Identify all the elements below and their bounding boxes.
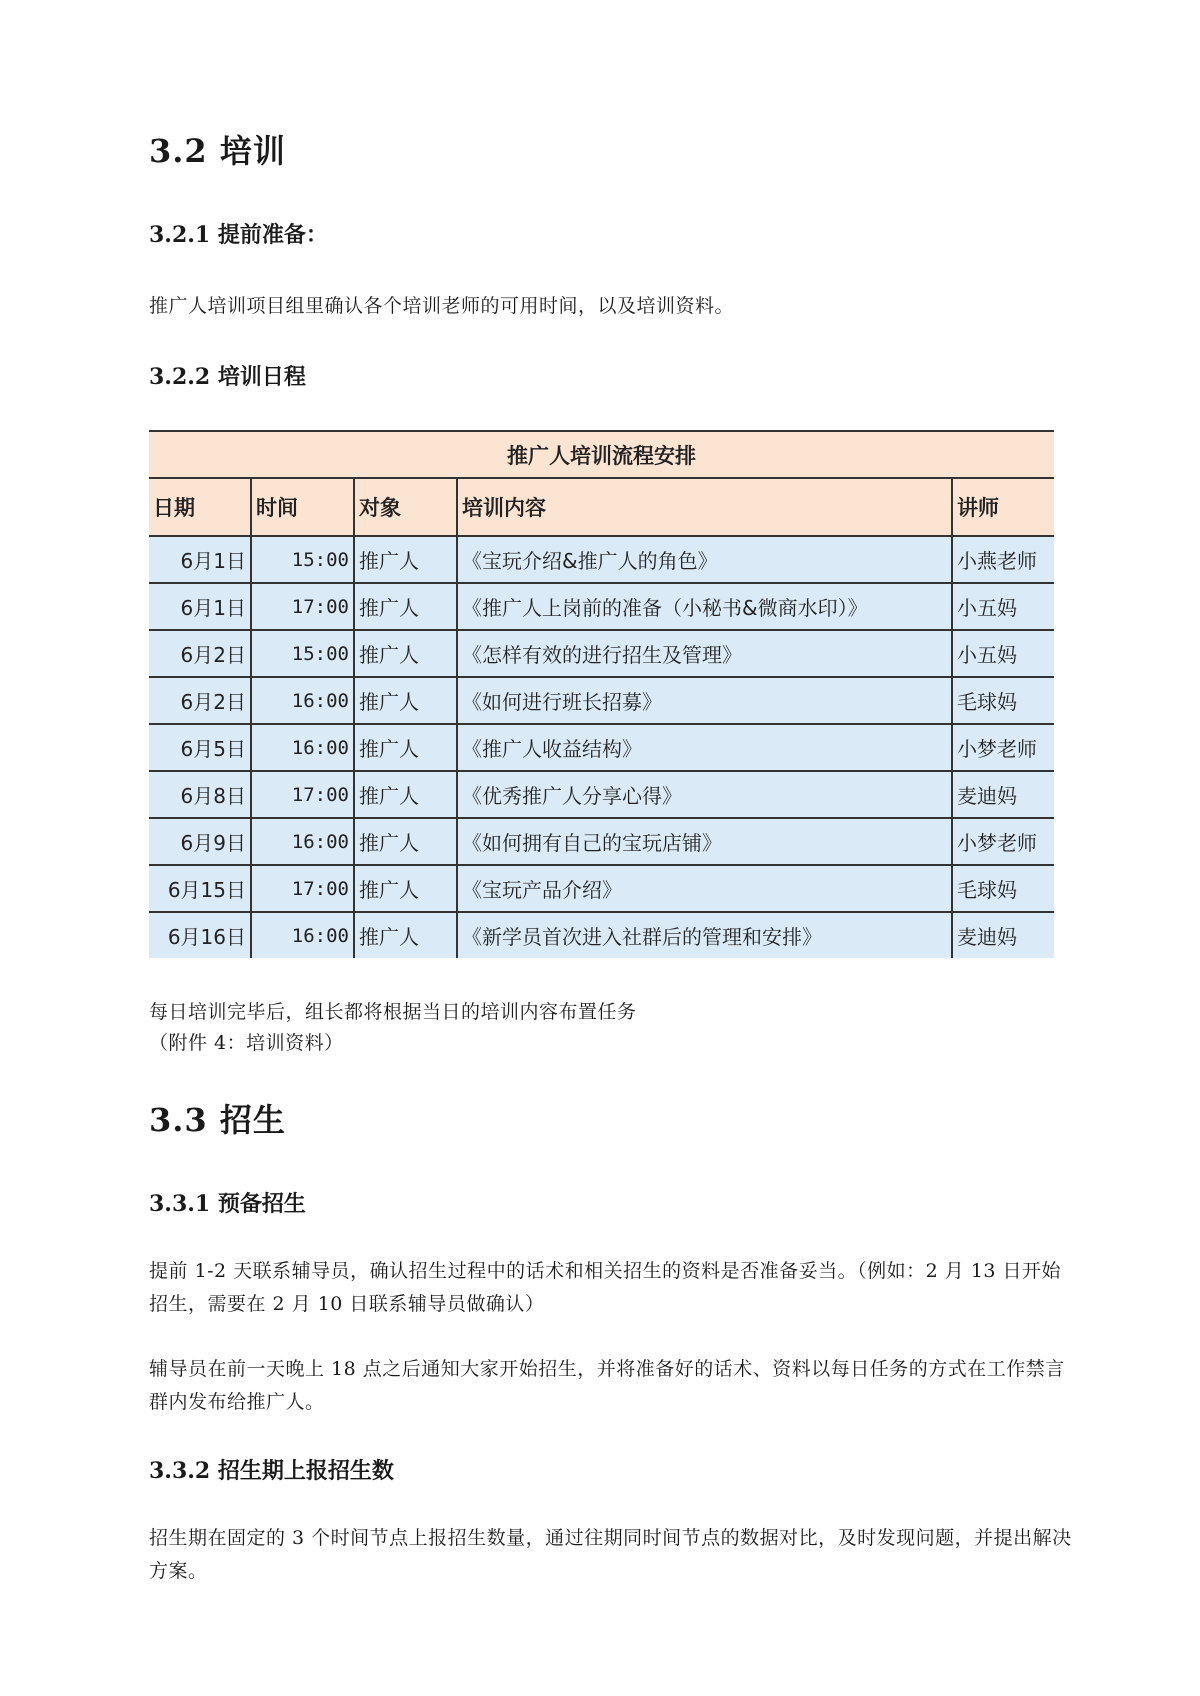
cell-audience: 推广人 [354, 536, 457, 583]
table-header-row [149, 478, 1054, 536]
cell-date: 6月15日 [149, 865, 251, 912]
cell-content: 《推广人上岗前的准备（小秘书&微商水印）》 [457, 583, 952, 630]
cell-content: 《怎样有效的进行招生及管理》 [457, 630, 952, 677]
cell-audience: 推广人 [354, 912, 457, 958]
header-audience: 对象 [354, 478, 457, 536]
section-3-3-1-title: 3.3.1 预备招生 [149, 1191, 306, 1217]
cell-lecturer: 小五妈 [952, 583, 1054, 630]
cell-lecturer: 毛球妈 [952, 865, 1054, 912]
cell-lecturer: 麦迪妈 [952, 912, 1054, 958]
cell-content: 《如何进行班长招募》 [457, 677, 952, 724]
section-3-3-title: 3.3 招生 [149, 1101, 286, 1139]
section-3-2-1-text: 推广人培训项目组里确认各个培训老师的可用时间，以及培训资料。 [149, 295, 735, 317]
table-row [149, 724, 1054, 771]
cell-lecturer: 毛球妈 [952, 677, 1054, 724]
cell-content: 《优秀推广人分享心得》 [457, 771, 952, 818]
cell-content: 《新学员首次进入社群后的管理和安排》 [457, 912, 952, 958]
cell-audience: 推广人 [354, 818, 457, 865]
cell-date: 6月2日 [149, 677, 251, 724]
training-schedule-table [149, 430, 1054, 958]
cell-date: 6月1日 [149, 536, 251, 583]
attachment-note: （附件 4：培训资料） [149, 1032, 344, 1054]
cell-date: 6月9日 [149, 818, 251, 865]
cell-content: 《宝玩介绍&推广人的角色》 [457, 536, 952, 583]
cell-audience: 推广人 [354, 677, 457, 724]
cell-time: 16:00 [251, 724, 354, 771]
cell-lecturer: 小五妈 [952, 630, 1054, 677]
header-time: 时间 [251, 478, 354, 536]
section-3-3-1-paragraph-1: 提前 1-2 天联系辅导员，确认招生过程中的话术和相关招生的资料是否准备妥当。（例如：2 月 13 日开始招生，需要在 2 月 10 日联系辅导员做确认） [149, 1260, 1062, 1315]
cell-time: 16:00 [251, 818, 354, 865]
table-caption: 推广人培训流程安排 [149, 431, 1054, 478]
cell-time: 17:00 [251, 583, 354, 630]
cell-audience: 推广人 [354, 724, 457, 771]
table-row [149, 865, 1054, 912]
cell-time: 17:00 [251, 865, 354, 912]
section-3-2-2-title: 3.2.2 培训日程 [149, 364, 306, 390]
cell-lecturer: 麦迪妈 [952, 771, 1054, 818]
after-table-text: 每日培训完毕后，组长都将根据当日的培训内容布置任务 [149, 1001, 637, 1023]
cell-content: 《推广人收益结构》 [457, 724, 952, 771]
cell-time: 15:00 [251, 536, 354, 583]
cell-time: 17:00 [251, 771, 354, 818]
cell-date: 6月1日 [149, 583, 251, 630]
cell-time: 16:00 [251, 677, 354, 724]
section-3-3-2-paragraph: 招生期在固定的 3 个时间节点上报招生数量，通过往期同时间节点的数据对比，及时发现问题，并提出解决方案。 [149, 1527, 1072, 1582]
table-row [149, 583, 1054, 630]
table-row [149, 677, 1054, 724]
cell-audience: 推广人 [354, 865, 457, 912]
cell-date: 6月8日 [149, 771, 251, 818]
cell-content: 《如何拥有自己的宝玩店铺》 [457, 818, 952, 865]
table-row [149, 912, 1054, 958]
table-row [149, 630, 1054, 677]
table-row [149, 771, 1054, 818]
header-date: 日期 [149, 478, 251, 536]
section-3-2-title: 3.2 培训 [149, 132, 286, 170]
table-row [149, 818, 1054, 865]
cell-content: 《宝玩产品介绍》 [457, 865, 952, 912]
cell-time: 15:00 [251, 630, 354, 677]
cell-date: 6月2日 [149, 630, 251, 677]
section-3-3-1-paragraph-2: 辅导员在前一天晚上 18 点之后通知大家开始招生，并将准备好的话术、资料以每日任务的方式在工作禁言群内发布给推广人。 [149, 1358, 1065, 1413]
cell-audience: 推广人 [354, 630, 457, 677]
cell-time: 16:00 [251, 912, 354, 958]
table-caption-row [149, 431, 1054, 478]
cell-lecturer: 小梦老师 [952, 724, 1054, 771]
header-lecturer: 讲师 [952, 478, 1054, 536]
cell-date: 6月16日 [149, 912, 251, 958]
cell-lecturer: 小梦老师 [952, 818, 1054, 865]
cell-audience: 推广人 [354, 771, 457, 818]
cell-audience: 推广人 [354, 583, 457, 630]
table-row [149, 536, 1054, 583]
header-content: 培训内容 [457, 478, 952, 536]
cell-date: 6月5日 [149, 724, 251, 771]
section-3-2-1-title: 3.2.1 提前准备： [149, 222, 328, 248]
cell-lecturer: 小燕老师 [952, 536, 1054, 583]
section-3-3-2-title: 3.3.2 招生期上报招生数 [149, 1458, 394, 1484]
